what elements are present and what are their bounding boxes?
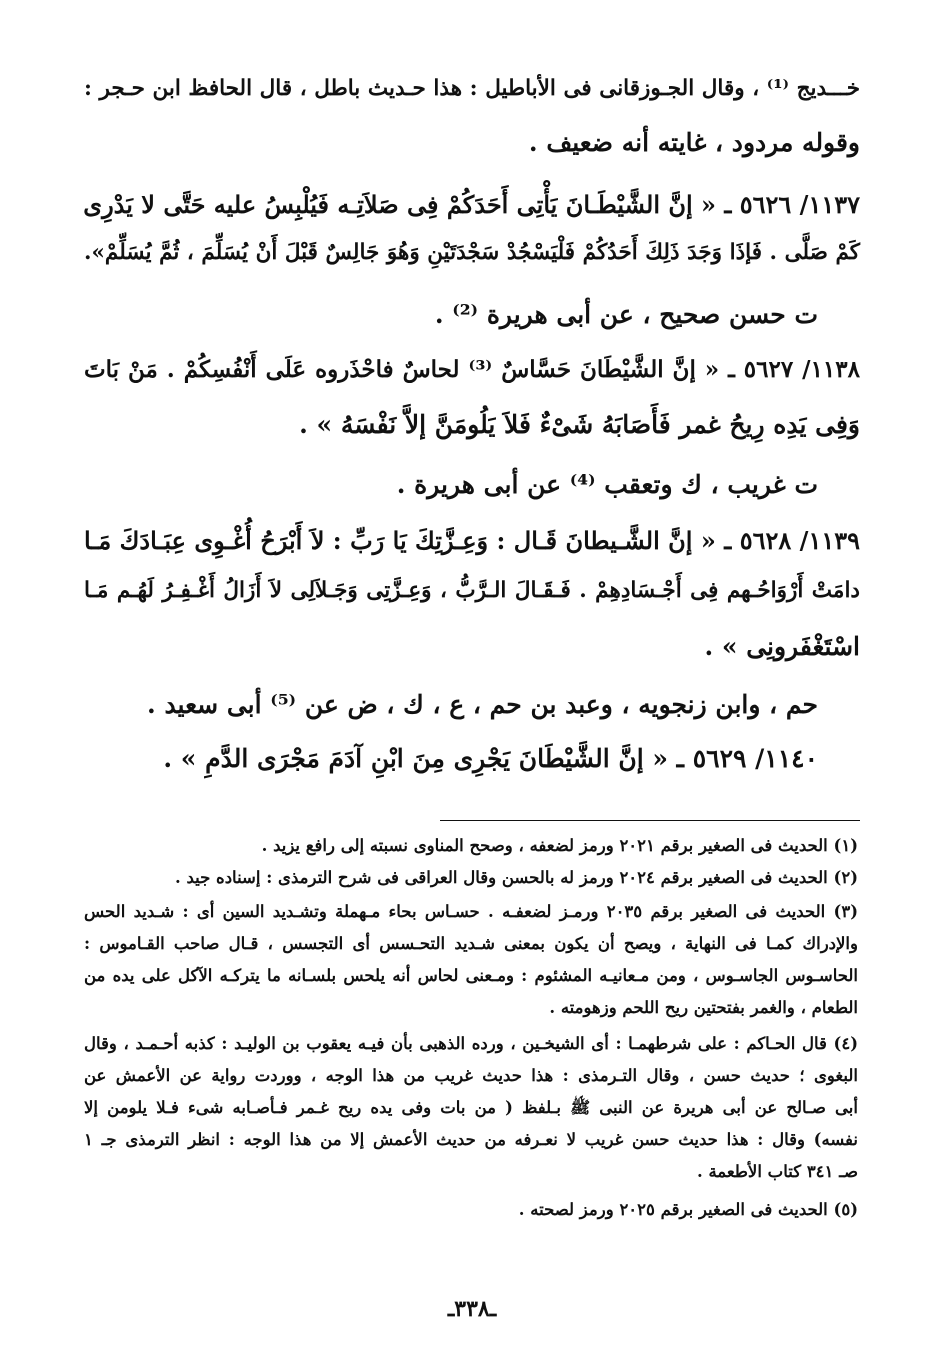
footnote-2: (٢) الحديث فى الصغير برقم ٢٠٢٤ ورمز له بالحسن وقال العراقى فى شرح الترمذى : إسناده جيد . [174, 868, 858, 887]
text-line-1: خـــديج ⁽¹⁾ ، وقال الجـوزقانى فى الأباطيل : هذا حـديث باطل ، قال الحافظ ابن حـجر : [84, 76, 860, 101]
text-line-2: وقوله مردود ، غايته أنه ضعيف . [528, 128, 860, 157]
hadith-1138-line-2: وَفِى يَدِه رِيحُ غمر فَأَصَابَهُ شَىْءٌ فَلاَ يَلُومَنَّ إلاَّ نَفْسَهُ » . [299, 410, 860, 439]
footnote-4-line-1: (٤) قال الحـاكم : على شرطهمـا : أى الشيخـين ، ورده الذهبى بأن فيـه يعقوب بن الوليـد : كذبه أحـمـد ، وقال [84, 1034, 858, 1053]
hadith-1138-line-1: ١١٣٨/ ٥٦٢٧ ـ « إنَّ الشَّيْطَانَ حَسَّاسٌ ⁽³⁾ لحاسٌ فاحْذَروه عَلَى أَنْفُسِكُمْ . مَنْ بَاتَ [84, 356, 860, 383]
footnote-4-line-4: نفسه) وقال : هذا حديث حسن غريب لا نعـرفه من حديث الأعمش إلا من هذا الوجه : انظر الترمذى جـ ١ [84, 1130, 858, 1149]
hadith-1139-line-2: دامَتْ أَرْوَاحُـهم فِى أَجْـسَادِهِمْ . فَـقَـالَ الـرَّبُّ ، وَعِـزَّتِى وَجَـلاَلِى لاَ أَزَالُ أَغْـفِـرُ لَهُـم مَـا [84, 578, 860, 603]
footnote-5: (٥) الحديث فى الصغير برقم ٢٠٢٥ ورمز لصحته . [518, 1200, 858, 1219]
page-number: ـ٣٣٨ـ [447, 1296, 497, 1322]
footnote-1: (١) الحديث فى الصغير برقم ٢٠٢١ ورمز لضعفه ، وصحح المناوى نسبته إلى رافع يزيد . [261, 836, 858, 855]
hadith-1138-source: ت غريب ، ك وتعقب ⁽⁴⁾ عن أبى هريرة . [396, 470, 818, 499]
hadith-1137-source: ت حسن صحيح ، عن أبى هريرة ⁽²⁾ . [434, 300, 818, 329]
footnote-3-line-4: الطعام ، والغمر بفتحتين ريح اللحم وزهومته . [549, 998, 858, 1017]
hadith-1139-line-1: ١١٣٩/ ٥٦٢٨ ـ « إنَّ الشَّـيطانَ قَـال : وَعِـزَّتِكَ يَا رَبِّ : لاَ أَبْرَحُ أُغْـوِى عِبَـادَكَ مَـا [84, 526, 860, 555]
footnote-4-line-5: صـ ٣٤١ كتاب الأطعمة . [696, 1162, 858, 1181]
footnote-separator [440, 820, 860, 821]
footnote-3-line-2: والإدراك كمـا فى النهاية ، ويصح أن يكون بمعنى شـديد التحـسس أى التجسس ، قـال صاحب القـاموس : [84, 934, 858, 953]
footnote-3-line-3: الحاسـوس الجاسـوس ، ومن مـعانيـه المشئوم : ومـعنى لحاس أنه يلحس بلسـانه ما يتركـه الآكل على يده من [84, 966, 858, 985]
footnote-4-line-3: أبى صـالح عن أبى هريرة عن النبى ﷺ بـلفظ ( من بات وفى يده ريح غـمر فـأصـابه شىء فـلا يلومن إلا [84, 1098, 858, 1117]
hadith-1139-source: حم ، وابن زنجويه ، وعبد بن حم ، ع ، ك ، ض عن ⁽⁵⁾ أبى سعيد . [147, 690, 818, 719]
footnote-4-line-2: البغوى ؛ حديث حسن ، وقال التـرمذى : هذا حديث غريب من هذا الوجه ، ووردت رواية عن الأعمش عن [84, 1066, 858, 1085]
hadith-1137-line-1: ١١٣٧/ ٥٦٢٦ ـ « إنَّ الشَّيْطَـانَ يَأْتِى أَحَدَكُمْ فِى صَلاَتِـه فَيُلْبِسُ عليه حَتَّى لا يَدْرِى [83, 190, 860, 219]
hadith-1137-line-2: كَمْ صَلَّى . فَإذَا وَجَدَ ذَلِكَ أَحَدُكُمْ فَلْيَسْجُدْ سَجْدَتَيْنِ وَهُوَ جَالِسٌ قَبْلَ أَنْ يُسَلِّمَ ، ثُمَّ يُسَلِّمْ». [84, 240, 860, 265]
hadith-1140-line-1: ١١٤٠/ ٥٦٢٩ ـ « إنَّ الشَّيْطَانَ يَجْرِى مِنَ ابْنِ آدَمَ مَجْرَى الدَّمِ » . [163, 744, 818, 773]
hadith-1139-line-3: اسْتَغْفَرونِى » . [704, 632, 860, 661]
footnote-3-line-1: (٣) الحديث فى الصغير برقم ٢٠٣٥ ورمـز لضعفـه . حسـاس بحاء مـهملة وتشـديد السين أى : شـديد الحس [84, 902, 858, 921]
